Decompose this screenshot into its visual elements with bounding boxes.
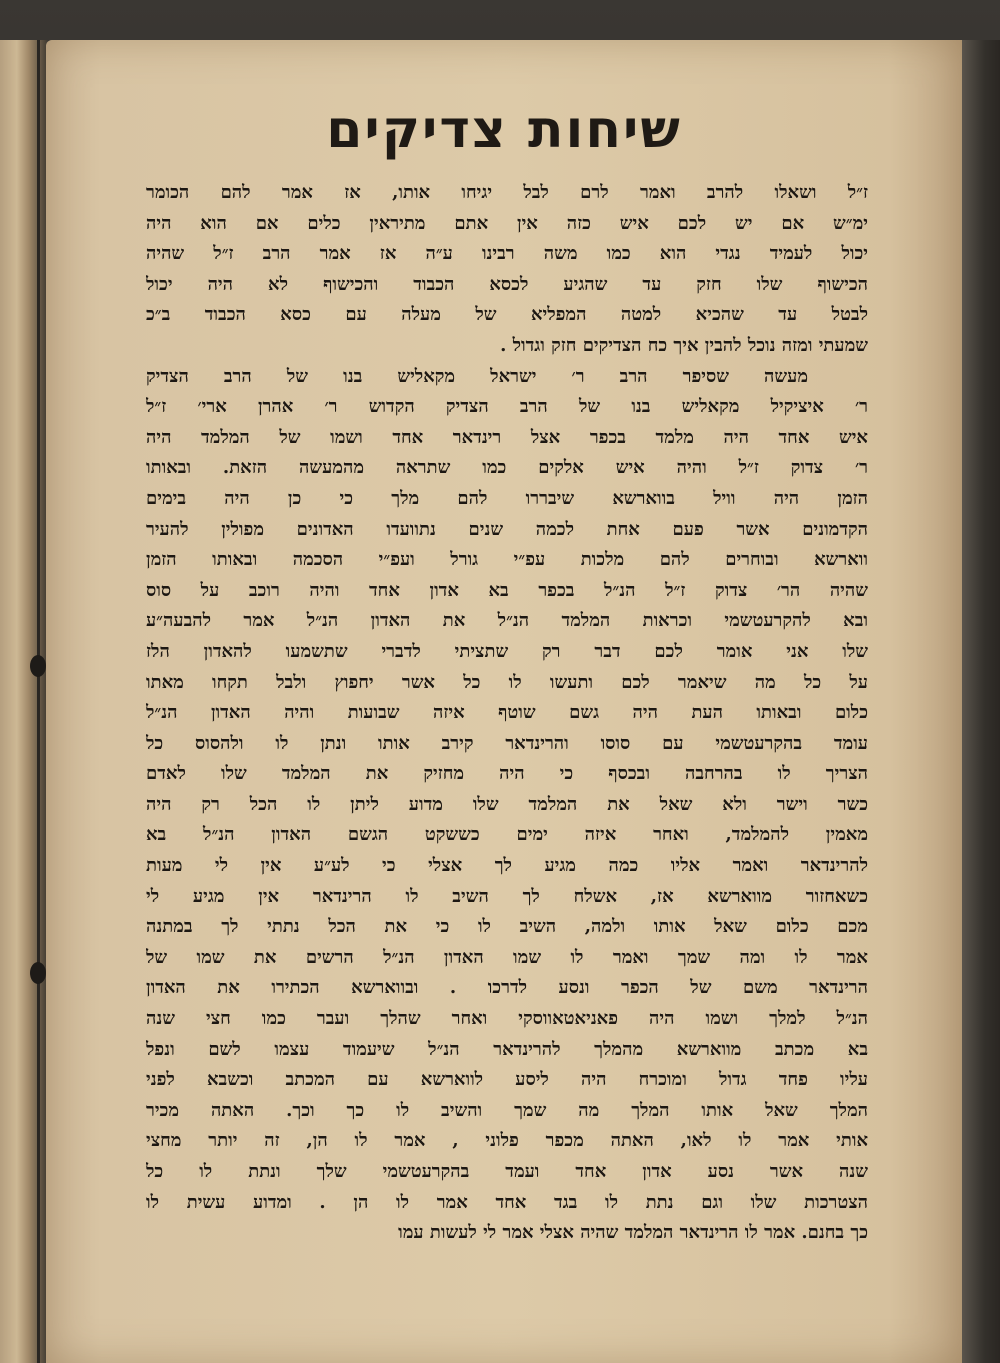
text-line: שנה אשר נסע אדון אחד ועמד בהקרעטשמי שלך ונתת לו כל — [146, 1161, 868, 1182]
text-line: ימ״ש אם יש לכם איש כזה אין אתם מתיראין כלים אם הוא היה — [146, 212, 868, 234]
book-cover-edge — [962, 40, 1000, 1363]
text-line: אותי אמר לו לאו, האתה מכפר פלוני , אמר לו הן, זה יותר מחצי — [146, 1130, 868, 1152]
text-line: הנ״ל למלך ושמו היה פאניאטאווסקי ואחר שהלך ועבר כמו חצי שנה — [146, 1008, 868, 1030]
book-binding-left — [0, 40, 48, 1363]
text-line: הכישוף שלו חזק עד שהגיע לכסא הכבוד והכישוף לא היה יכול — [146, 273, 868, 295]
text-line: שהיה הר׳ צדוק ז״ל הנ״ל בכפר בא אדון אחד והיה רוכב על סוס — [146, 579, 868, 601]
text-line: לבטל עד שהכיא למטה המפליא של מעלה עם כסא הכבוד ב״כ — [146, 304, 868, 326]
text-line: הקדמונים אשר פעם אחת לכמה שנים נתוועדו האדונים מפולין להעיר — [146, 518, 868, 540]
page-body-text — [146, 178, 868, 1249]
text-line: הצריך לו בהרחבה ובכסף כי היה מחזיק את המלמד שלו לאדם — [146, 763, 868, 785]
text-line: שלו אני אומר לכם דבר רק שתציתי לדברי שתשמעו להאדון הלז — [146, 640, 868, 662]
text-line: כשר וישר ולא שאל את המלמד שלו מדוע ליתן לו הכל רק היה — [146, 793, 868, 815]
text-line: כשאחזור מווארשא אז, אשלח לך השיב לו הרינדאר אין מגיע לי — [146, 885, 868, 907]
text-line: מעשה שסיפר הרב ר׳ ישראל מקאליש בנו של הרב הצדיק — [146, 365, 808, 387]
text-line: מאמין להמלמד, ואחר איזה ימים כששקט הגשם האדון הנ״ל בא — [146, 824, 868, 846]
text-line: ר׳ צדוק ז״ל והיה איש אלקים כמו שתראה מהמעשה הזאת. ובאותו — [146, 457, 868, 479]
text-line: להרינדאר ואמר אליו כמה מגיע לך אצלי כי לע״ע אין לי מעות — [146, 855, 868, 877]
text-line: הזמן היה וויל בווארשא שיבררו להם מלך כי כן היה בימים — [146, 487, 868, 509]
text-line: שמעתי ומזה נוכל להבין איך כח הצדיקים חזק וגדול . — [500, 334, 868, 356]
binding-knot — [30, 962, 46, 984]
text-line: אמר לו ומה שמך ואמר לו שמו האדון הנ״ל הרשים את שמו של — [146, 946, 868, 968]
text-line: המלך שאל אותו המלך מה שמך והשיב לו כך וכך. האתה מכיר — [146, 1099, 868, 1121]
text-line: ובא להקרעטשמי וכראות המלמד הנ״ל את האדון הנ״ל אמר להבעה״ע — [146, 610, 868, 632]
text-line: מכם כלום שאל אותו ולמה, השיב לו כי את הכל נתתי לך במתנה — [146, 916, 868, 938]
text-line: כך בחנם. אמר לו הרינדאר המלמד שהיה אצלי אמר לי לעשות עמו — [398, 1222, 868, 1244]
text-line: איש אחד היה מלמד בכפר אצל רינדאר אחד ושמו של המלמד היה — [146, 426, 868, 448]
text-line: הצטרכות שלו וגם נתת לו בגד אחד אמר לו הן . ומדוע עשית לו — [146, 1191, 868, 1213]
text-line: עומד בהקרעטשמי עם סוסו והרינדאר קירב אותו ונתן לו ולהסוס כל — [146, 732, 868, 754]
binding-knot — [30, 655, 46, 677]
text-line: ז״ל ושאלו להרב ואמר לרם לבל יגיחו אותו, אז אמר להם הכומר — [146, 182, 868, 203]
text-line: יכול לעמיד נגדי הוא כמו משה רבינו ע״ה אז אמר הרב ז״ל שהיה — [146, 243, 868, 265]
page-title: שיחות צדיקים — [326, 100, 682, 160]
text-line: עליו פחד גדול ומוכרח היה ליסע לווארשא עם המכתב וכשבא לפני — [146, 1069, 868, 1091]
text-line: בא מכתב מווארשא מהמלך להרינדאר הנ״ל שיעמוד עצמו לשם ונפל — [146, 1038, 868, 1060]
text-line: הרינדאר משם של הכפר ונסע לדרכו . ובווארשא הכתירו את האדון — [146, 977, 868, 999]
text-line: ווארשא ובוחרים להם מלכות עפ״י גורל ועפ״י הסכמה ובאותו הזמן — [146, 549, 868, 571]
book-page — [46, 40, 962, 1363]
text-line: כלום ובאותו העת היה גשם שוטף איזה שבועות והיה האדון הנ״ל — [146, 702, 868, 724]
text-line: על כל מה שיאמר לכם ותעשו לו כל אשר יחפוץ ולבל תקחו מאתו — [146, 671, 868, 693]
text-line: ר׳ איציקיל מקאליש בנו של הרב הצדיק הקדוש ר׳ אהרן ארי׳ ז״ל — [146, 396, 868, 418]
